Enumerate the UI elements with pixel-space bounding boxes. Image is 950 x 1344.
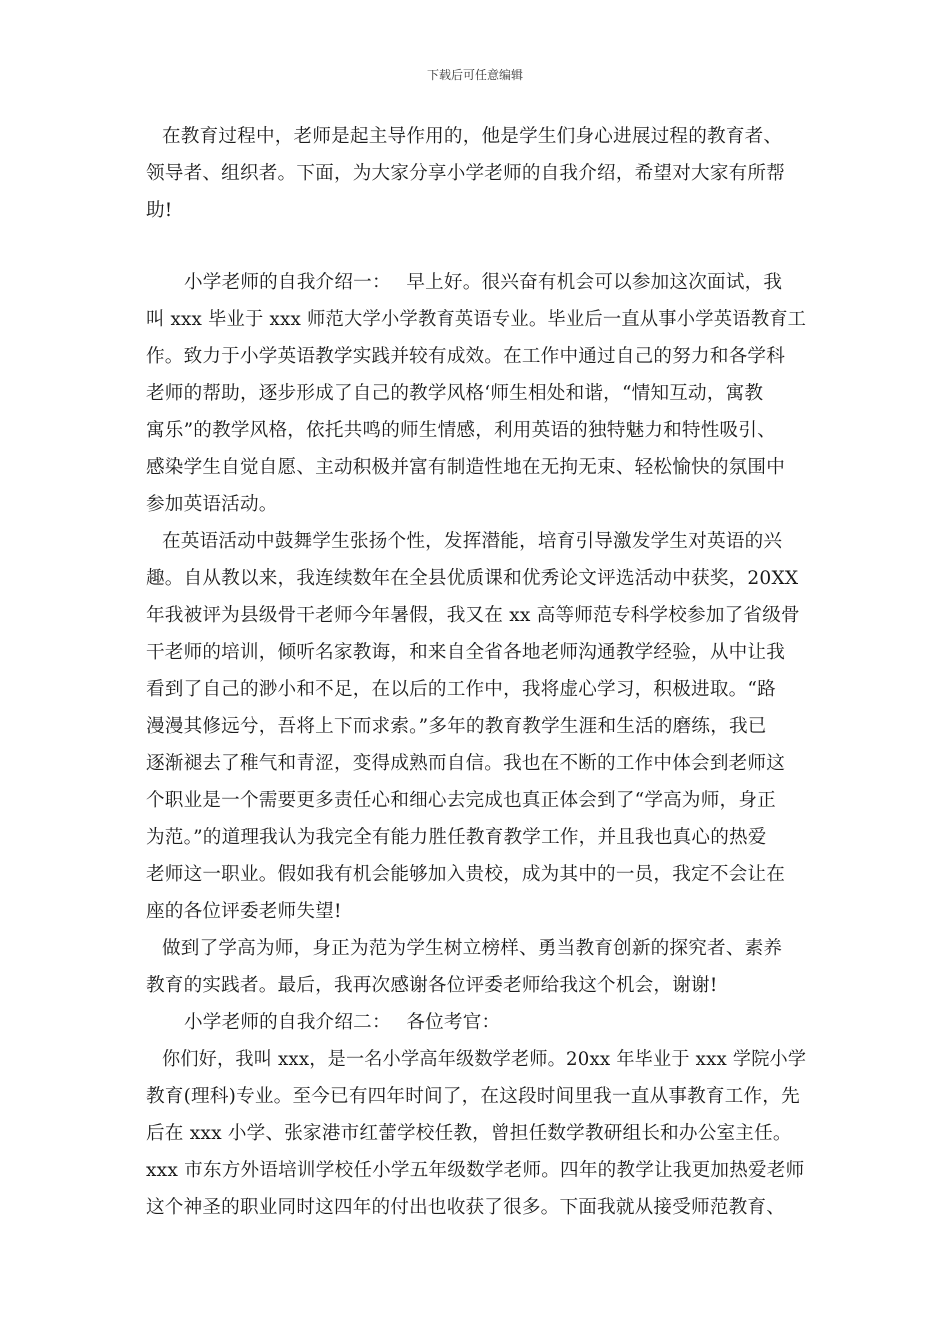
text-line: 座的各位评委老师失望! bbox=[146, 901, 342, 922]
text-line: 在教育过程中，老师是起主导作用的，他是学生们身心进展过程的教育者、 bbox=[162, 126, 783, 147]
text-line: 老师的帮助，逐步形成了自己的教学风格‘师生相处和谐，“情知互动，寓教 bbox=[146, 383, 764, 404]
text-line: 个职业是一个需要更多责任心和细心去完成也真正体会到了“学高为师，身正 bbox=[146, 790, 776, 811]
text-line: 看到了自己的渺小和不足，在以后的工作中，我将虚心学习，积极进取。“路 bbox=[146, 679, 776, 700]
page-header: 下载后可任意编辑 bbox=[426, 68, 523, 82]
text-line: 为范。”的道理我认为我完全有能力胜任教育教学工作，并且我也真心的热爱 bbox=[146, 827, 767, 848]
text-line: 老师这一职业。假如我有机会能够加入贵校，成为其中的一员，我定不会让在 bbox=[146, 864, 785, 885]
text-line: 趣。自从教以来，我连续数年在全县优质课和优秀论文评选活动中获奖，20XX bbox=[146, 568, 799, 589]
text-line: xxx 市东方外语培训学校任小学五年级数学老师。四年的教学让我更加热爱老师 bbox=[146, 1160, 805, 1181]
text-line: 逐渐褪去了稚气和青涩，变得成熟而自信。我也在不断的工作中体会到老师这 bbox=[146, 753, 785, 774]
text-line: 作。致力于小学英语教学实践并较有成效。在工作中通过自己的努力和各学科 bbox=[146, 346, 785, 367]
text-line: 年我被评为县级骨干老师今年暑假，我又在 xx 高等师范专科学校参加了省级骨 bbox=[146, 605, 800, 626]
section-heading-line: 小学老师的自我介绍一： 早上好。很兴奋有机会可以参加这次面试，我 bbox=[184, 272, 783, 293]
text-line: 这个神圣的职业同时这四年的付出也收获了很多。下面我就从接受师范教育、 bbox=[146, 1197, 785, 1218]
text-line: 你们好，我叫 xxx，是一名小学高年级数学老师。20xx 年毕业于 xxx 学院小学 bbox=[162, 1049, 807, 1070]
text-line: 助! bbox=[146, 200, 173, 221]
section-heading-line: 小学老师的自我介绍二： 各位考官： bbox=[184, 1012, 501, 1033]
text-line: 在英语活动中鼓舞学生张扬个性，发挥潜能，培育引导激发学生对英语的兴 bbox=[162, 531, 783, 552]
text-line: 后在 xxx 小学、张家港市红蕾学校任教，曾担任数学教研组长和办公室主任。 bbox=[146, 1123, 792, 1144]
text-line: 漫漫其修远兮，吾将上下而求索。”多年的教育教学生涯和生活的磨练，我已 bbox=[146, 716, 767, 737]
text-line: 参加英语活动。 bbox=[146, 494, 278, 515]
text-line: 寓乐”的教学风格，依托共鸣的师生情感，利用英语的独特魅力和特性吸引、 bbox=[146, 420, 776, 441]
text-line: 领导者、组织者。下面，为大家分享小学老师的自我介绍，希望对大家有所帮 bbox=[146, 163, 785, 184]
text-line: 叫 xxx 毕业于 xxx 师范大学小学教育英语专业。毕业后一直从事小学英语教育工 bbox=[146, 309, 807, 330]
text-line: 教育(理科)专业。至今已有四年时间了，在这段时间里我一直从事教育工作，先 bbox=[146, 1086, 800, 1107]
text-line: 教育的实践者。最后，我再次感谢各位评委老师给我这个机会，谢谢! bbox=[146, 975, 718, 996]
text-line: 感染学生自觉自愿、主动积极并富有制造性地在无拘无束、轻松愉快的氛围中 bbox=[146, 457, 785, 478]
text-line: 干老师的培训，倾听名家教诲，和来自全省各地老师沟通教学经验，从中让我 bbox=[146, 642, 785, 663]
text-line: 做到了学高为师，身正为范为学生树立榜样、勇当教育创新的探究者、素养 bbox=[162, 938, 783, 959]
